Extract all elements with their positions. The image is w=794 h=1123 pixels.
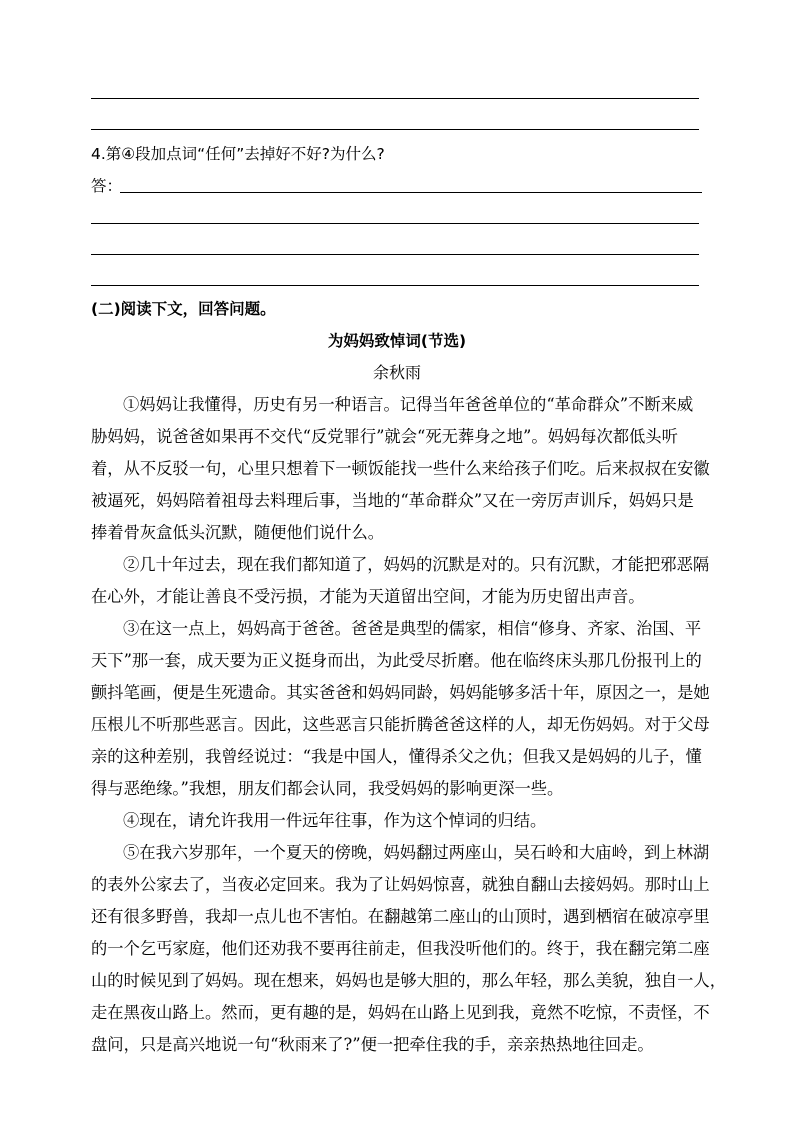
paragraph-5-line: ⑤在我六岁那年，一个夏天的傍晚，妈妈翻过两座山，吴石岭和大庙岭，到上林湖 [123, 843, 710, 862]
section-heading: (二)阅读下文，回答问题。 [91, 300, 276, 318]
paragraph-5-line: 的一个乞丐家庭，他们还劝我不要再往前走，但我没听他们的。终于，我在翻完第二座 [91, 939, 710, 958]
paragraph-3-line: 颤抖笔画，便是生死遗命。其实爸爸和妈妈同龄，妈妈能够多活十年，原因之一，是她 [91, 683, 710, 702]
paragraph-2-line: 在心外，才能让善良不受污损，才能为天道留出空间，才能为历史留出声音。 [91, 587, 645, 606]
answer-line[interactable] [91, 285, 699, 286]
question-4: 4.第④段加点词“任何”去掉好不好?为什么? [91, 145, 385, 163]
paragraph-3-line: 亲的这种差别，我曾经说过：“我是中国人，懂得杀父之仇；但我又是妈妈的儿子，懂 [91, 747, 702, 766]
paragraph-1-line: ①妈妈让我懂得，历史有另一种语言。记得当年爸爸单位的“革命群众”不断来威 [123, 395, 694, 414]
article-title: 为妈妈致悼词(节选) [327, 332, 467, 350]
answer-line[interactable] [91, 129, 699, 130]
paragraph-1-line: 被逼死，妈妈陪着祖母去料理后事，当地的“革命群众”又在一旁厉声训斥，妈妈只是 [91, 491, 694, 510]
paragraph-3-line: 得与恶绝缘。”我想，朋友们都会认同，我受妈妈的影响更深一些。 [91, 779, 564, 798]
answer-line[interactable] [91, 254, 699, 255]
answer-label: 答： [91, 177, 123, 195]
paragraph-5-line: 的表外公家去了，当夜必定回来。我为了让妈妈惊喜，就独自翻山去接妈妈。那时山上 [91, 875, 710, 894]
paragraph-5-line: 盘问，只是高兴地说一句“秋雨来了?”便一把牵住我的手，亲亲热热地往回走。 [91, 1035, 654, 1054]
paragraph-4-line: ④现在，请允许我用一件远年往事，作为这个悼词的归结。 [123, 811, 547, 830]
paragraph-1-line: 捧着骨灰盒低头沉默，随便他们说什么。 [91, 523, 385, 542]
answer-line[interactable] [91, 223, 699, 224]
answer-line[interactable] [91, 98, 699, 99]
paragraph-1-line: 胁妈妈，说爸爸如果再不交代“反党罪行”就会“死无葬身之地”。妈妈每次都低头听 [91, 427, 678, 446]
answer-line[interactable] [120, 192, 702, 193]
article-author: 余秋雨 [372, 363, 421, 382]
paragraph-3-line: 压根儿不听那些恶言。因此，这些恶言只能折腾爸爸这样的人，却无伤妈妈。对于父母 [91, 715, 710, 734]
paragraph-5-line: 走在黑夜山路上。然而，更有趣的是，妈妈在山路上见到我，竟然不吃惊，不责怪，不 [91, 1003, 710, 1022]
paragraph-1-line: 着，从不反驳一句，心里只想着下一顿饭能找一些什么来给孩子们吃。后来叔叔在安徽 [91, 459, 710, 478]
paragraph-5-line: 山的时候见到了妈妈。现在想来，妈妈也是够大胆的，那么年轻，那么美貌，独自一人， [91, 971, 726, 990]
paragraph-5-line: 还有很多野兽，我却一点儿也不害怕。在翻越第二座山的山顶时，遇到栖宿在破凉亭里 [91, 907, 710, 926]
article-body [91, 389, 726, 1061]
paragraph-2-line: ②几十年过去，现在我们都知道了，妈妈的沉默是对的。只有沉默，才能把邪恶隔 [123, 555, 710, 574]
paragraph-3-line: 天下”那一套，成天要为正义挺身而出，为此受尽折磨。他在临终床头那几份报刊上的 [91, 651, 702, 670]
paragraph-3-line: ③在这一点上，妈妈高于爸爸。爸爸是典型的儒家，相信“修身、齐家、治国、平 [123, 619, 702, 638]
